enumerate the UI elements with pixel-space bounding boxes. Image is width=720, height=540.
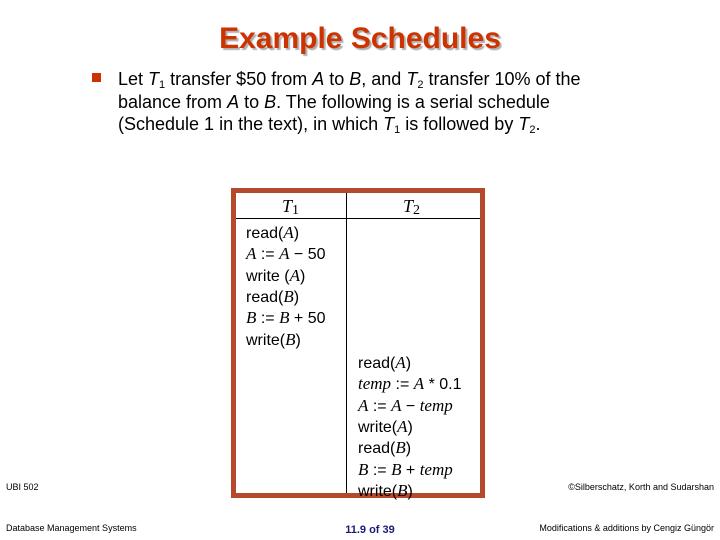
operation-text: ): [293, 288, 300, 306]
operation-text: :=: [368, 397, 392, 415]
variable: A: [358, 395, 369, 415]
column-header-t2: $T_2$: [403, 196, 421, 218]
operation-text: :=: [256, 246, 280, 264]
operation-line: [358, 352, 411, 373]
operation-text: ): [407, 482, 413, 500]
operation-text: read(: [246, 288, 284, 306]
variable: A: [397, 416, 408, 436]
variable: temp: [358, 374, 392, 394]
variable: B: [397, 480, 408, 500]
variable: B: [391, 459, 402, 479]
variable: B: [358, 459, 369, 479]
operation-text: ): [295, 331, 301, 349]
operation-text: read(: [246, 225, 284, 242]
variable: A: [395, 353, 406, 372]
operation-text: :=: [256, 310, 280, 328]
variable: B: [283, 286, 294, 306]
variable: A: [246, 244, 257, 264]
operation-line: [246, 265, 305, 286]
operation-text: ): [299, 267, 306, 285]
variable: A: [289, 265, 300, 285]
operation-text: − 50: [289, 246, 326, 264]
operation-text: −: [401, 397, 420, 415]
operation-line: [358, 416, 413, 437]
operation-text: ): [293, 225, 300, 242]
operation-line: [246, 329, 301, 350]
header-divider: [236, 218, 480, 219]
operation-line: [358, 373, 461, 394]
operation-line: [358, 437, 411, 458]
operation-text: * 0.1: [424, 376, 462, 394]
variable: B: [285, 329, 296, 349]
operation-text: ): [405, 440, 412, 458]
course-code: UBI 502: [6, 482, 39, 492]
operation-line: [246, 243, 326, 264]
operation-line: [358, 395, 453, 416]
variable: A: [391, 395, 402, 415]
operation-text: :=: [391, 376, 414, 394]
operation-text: +: [401, 461, 420, 479]
bullet-text: Let $T_1$ transfer $50 from A to B, and $T_2$ transfer 10% of the balance from A to B. The following is a serial schedule (Schedule 1 in the text), in which $T_1$ is followed by $T_2$.: [118, 69, 581, 136]
square-bullet-icon: [92, 73, 101, 82]
schedule-table-frame: [231, 188, 485, 498]
copyright: ©Silberschatz, Korth and Sudarshan: [568, 482, 714, 492]
page-number: 11.9 of 39: [345, 524, 395, 536]
modifications-credit: Modifications & additions by Cengiz Güngör: [539, 523, 714, 533]
course-name: Database Management Systems: [6, 523, 137, 533]
variable: A: [279, 244, 290, 264]
operation-text: read(: [358, 355, 396, 372]
operation-text: + 50: [289, 310, 326, 328]
variable: A: [283, 223, 294, 242]
variable: temp: [419, 395, 453, 415]
operation-line: [246, 222, 299, 243]
operation-text: read(: [358, 440, 396, 458]
operation-text: write(: [246, 331, 286, 349]
operation-line: [358, 459, 453, 480]
variable: B: [246, 308, 257, 328]
operation-text: write(: [358, 418, 398, 436]
operation-text: ): [407, 418, 413, 436]
operation-text: write(: [358, 482, 398, 500]
variable: temp: [419, 459, 453, 479]
column-divider: [346, 193, 347, 493]
operation-line: [246, 307, 326, 328]
variable: B: [279, 308, 290, 328]
column-header-t1: $T_1$: [282, 196, 300, 218]
variable: B: [395, 438, 406, 458]
operation-text: write (: [246, 267, 290, 285]
variable: A: [413, 374, 425, 394]
operation-text: ): [405, 355, 412, 372]
operation-line: [358, 480, 413, 501]
operation-line: [246, 286, 299, 307]
schedule-table: [236, 193, 480, 500]
slide-title: Example Schedules: [219, 22, 501, 55]
operation-text: :=: [368, 461, 392, 479]
